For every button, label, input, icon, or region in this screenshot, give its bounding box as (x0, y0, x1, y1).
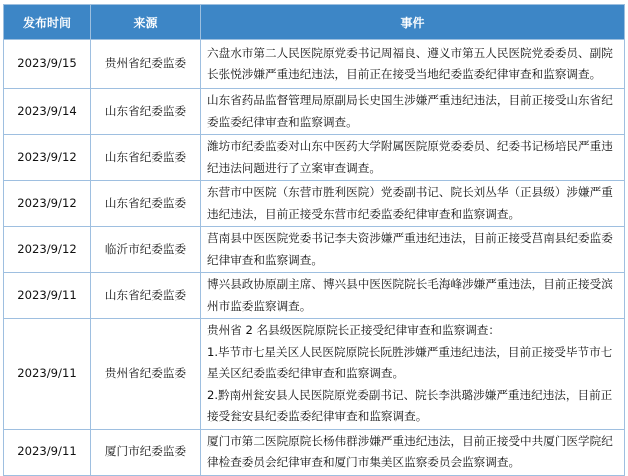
table-row (4, 135, 625, 181)
cell-date: 2023/9/12 (4, 181, 91, 227)
event-line: 2.黔南州瓮安县人民医院原党委副书记、院长李洪璐涉嫌严重违纪违法，目前正接受瓮安县纪委监委纪律审查和监察调查。 (207, 387, 613, 423)
cell-event: 山东省药品监督管理局原副局长史国生涉嫌严重违纪违法，目前正接受山东省纪委监委纪律审查和监察调查。 (201, 89, 625, 135)
cell-source: 贵州省纪委监委 (91, 40, 201, 89)
cell-date: 2023/9/14 (4, 89, 91, 135)
table-row (4, 429, 625, 475)
event-line: 1.毕节市七星关区人民医院原院长阮胜涉嫌严重违纪违法，目前正接受毕节市七星关区纪委监委纪律审查和监察调查。 (207, 344, 613, 380)
cell-date: 2023/9/11 (4, 319, 91, 430)
cell-source: 山东省纪委监委 (91, 273, 201, 319)
cell-event (201, 319, 625, 430)
cell-date: 2023/9/12 (4, 227, 91, 273)
news-table (3, 4, 625, 476)
table-row (4, 319, 625, 430)
news-table-container (3, 4, 624, 476)
table-row (4, 40, 625, 89)
cell-event: 东营市中医院（东营市胜利医院）党委副书记、院长刘丛华（正县级）涉嫌严重违纪违法，目前正接受东营市纪委监委纪律审查和监察调查。 (201, 181, 625, 227)
table-row (4, 89, 625, 135)
table-row (4, 227, 625, 273)
cell-date: 2023/9/12 (4, 135, 91, 181)
cell-event: 六盘水市第二人民医院原党委书记周福良、遵义市第五人民医院党委委员、副院长张悦涉嫌严重违纪违法，目前正在接受当地纪委监委纪律审查和监察调查。 (201, 40, 625, 89)
cell-date: 2023/9/11 (4, 273, 91, 319)
event-line: 贵州省 2 名县级医院原院长正接受纪律审查和监察调查： (207, 323, 500, 337)
cell-date: 2023/9/11 (4, 429, 91, 475)
header-source: 来源 (91, 5, 201, 40)
cell-event: 潍坊市纪委监委对山东中医药大学附属医院原党委委员、纪委书记杨培民严重违纪违法问题进行了立案审查调查。 (201, 135, 625, 181)
cell-event: 莒南县中医医院党委书记李夫资涉嫌严重违纪违法，目前正接受莒南县纪委监委纪律审查和监察调查。 (201, 227, 625, 273)
cell-source: 山东省纪委监委 (91, 181, 201, 227)
cell-event: 博兴县政协原副主席、博兴县中医医院院长毛海峰涉嫌严重违法，目前正接受滨州市监委监察调查。 (201, 273, 625, 319)
table-row (4, 181, 625, 227)
table-row (4, 273, 625, 319)
cell-source: 厦门市纪委监委 (91, 429, 201, 475)
cell-source: 贵州省纪委监委 (91, 319, 201, 430)
cell-source: 山东省纪委监委 (91, 135, 201, 181)
header-event: 事件 (201, 5, 625, 40)
header-date: 发布时间 (4, 5, 91, 40)
table-header-row (4, 5, 625, 40)
cell-date: 2023/9/15 (4, 40, 91, 89)
cell-event: 厦门市第二医院原院长杨伟群涉嫌严重违纪违法，目前正接受中共厦门医学院纪律检查委员会纪律审查和厦门市集美区监察委员会监察调查。 (201, 429, 625, 475)
cell-source: 临沂市纪委监委 (91, 227, 201, 273)
cell-source: 山东省纪委监委 (91, 89, 201, 135)
